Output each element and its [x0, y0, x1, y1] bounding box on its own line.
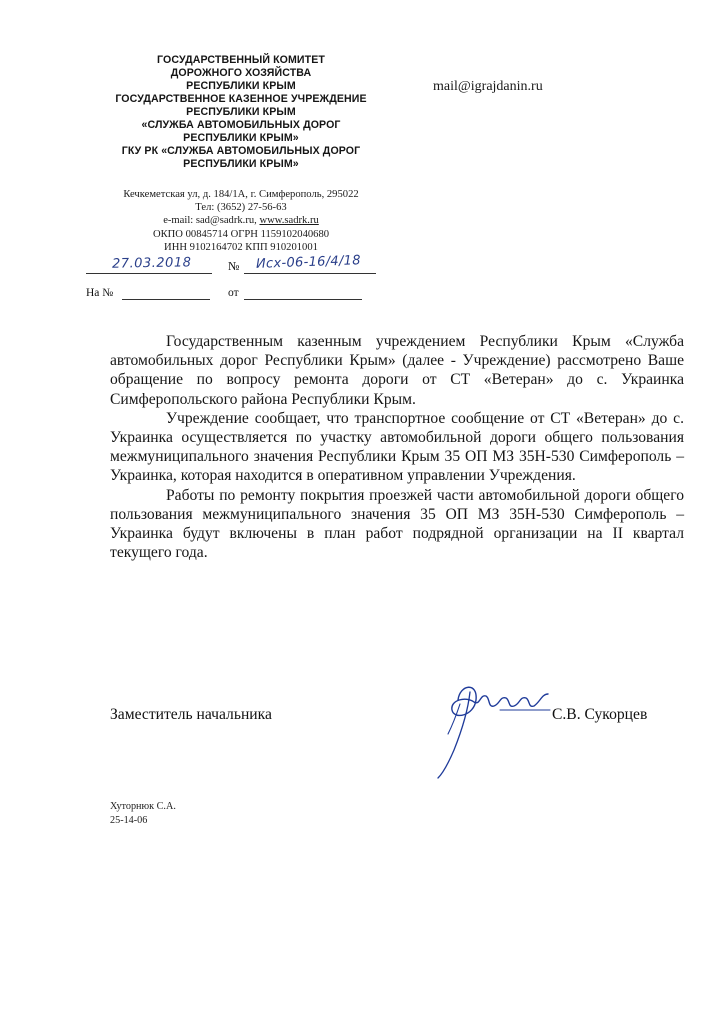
- executor-phone: 25-14-06: [110, 815, 148, 826]
- org-okpo-ogrn: ОКПО 00845714 ОГРН 1159102040680: [152, 228, 330, 240]
- org-line: ГКУ РК «СЛУЖБА АВТОМОБИЛЬНЫХ ДОРОГ: [121, 145, 361, 157]
- signature-block: [110, 700, 690, 800]
- ref-date-underline: [244, 299, 362, 300]
- ref-number-label: На №: [86, 287, 114, 299]
- org-line: ДОРОЖНОГО ХОЗЯЙСТВА: [170, 67, 312, 79]
- org-email: e-mail: sad@sadrk.ru,: [163, 215, 260, 227]
- body-paragraph: Учреждение сообщает, что транспортное сообщение от СТ «Ветеран» до с. Украинка осуществляется по участку автомобильной дороги общего пользования межмуниципального значения Республики Крым 35 ОП МЗ 35Н-530 Симферополь – Украинка, которая находится в оперативном управлении Учреждения.: [110, 409, 684, 485]
- org-line: ГОСУДАРСТВЕННОЕ КАЗЕННОЕ УЧРЕЖДЕНИЕ: [115, 93, 367, 105]
- organization-contacts: [86, 188, 396, 254]
- number-underline: [244, 273, 376, 274]
- handwritten-number: Исх-06-16/4/18: [255, 253, 362, 272]
- signatory-position: Заместитель начальника: [110, 706, 272, 723]
- letter-body: [110, 332, 684, 562]
- org-address: Кечкеметская ул, д. 184/1А, г. Симферополь, 295022: [123, 189, 359, 200]
- org-line: РЕСПУБЛИКИ КРЫМ»: [183, 132, 299, 144]
- reference-line: [86, 287, 386, 303]
- org-email-line: [86, 214, 396, 227]
- recipient-email: mail@igrajdanin.ru: [433, 79, 543, 94]
- signatory-name: С.В. Сукорцев: [552, 706, 648, 723]
- body-paragraph: Работы по ремонту покрытия проезжей части автомобильной дороги общего пользования межмуниципального значения 35 ОП МЗ 35Н-530 Симферополь – Украинка будут включены в план работ подрядной организации на II квартал текущего года.: [110, 486, 684, 562]
- handwritten-signature: [430, 670, 565, 790]
- registration-line: [86, 253, 386, 276]
- org-line: РЕСПУБЛИКИ КРЫМ: [186, 106, 296, 118]
- org-line: РЕСПУБЛИКИ КРЫМ»: [183, 158, 299, 170]
- org-website-link[interactable]: www.sadrk.ru: [259, 215, 319, 227]
- date-underline: [86, 273, 212, 274]
- org-line: РЕСПУБЛИКИ КРЫМ: [186, 80, 296, 92]
- ref-date-label: от: [228, 287, 239, 299]
- executor-name: Хуторнюк С.А.: [110, 801, 176, 812]
- org-inn-kpp: ИНН 9102164702 КПП 910201001: [164, 241, 318, 253]
- org-phone: Тел: (3652) 27-56-63: [195, 202, 287, 214]
- org-line: ГОСУДАРСТВЕННЫЙ КОМИТЕТ: [157, 54, 325, 66]
- number-label: №: [228, 259, 240, 273]
- ref-number-underline: [122, 299, 210, 300]
- organization-header: [86, 54, 396, 171]
- org-line: «СЛУЖБА АВТОМОБИЛЬНЫХ ДОРОГ: [141, 119, 341, 131]
- executor-info: [110, 800, 176, 828]
- handwritten-date: 27.03.2018: [111, 255, 192, 272]
- body-paragraph: Государственным казенным учреждением Республики Крым «Служба автомобильных дорог Республики Крым» (далее - Учреждение) рассмотрено Ваше обращение по вопросу ремонта дороги от СТ «Ветеран» до с. Украинка Симферопольского района Республики Крым.: [110, 333, 684, 408]
